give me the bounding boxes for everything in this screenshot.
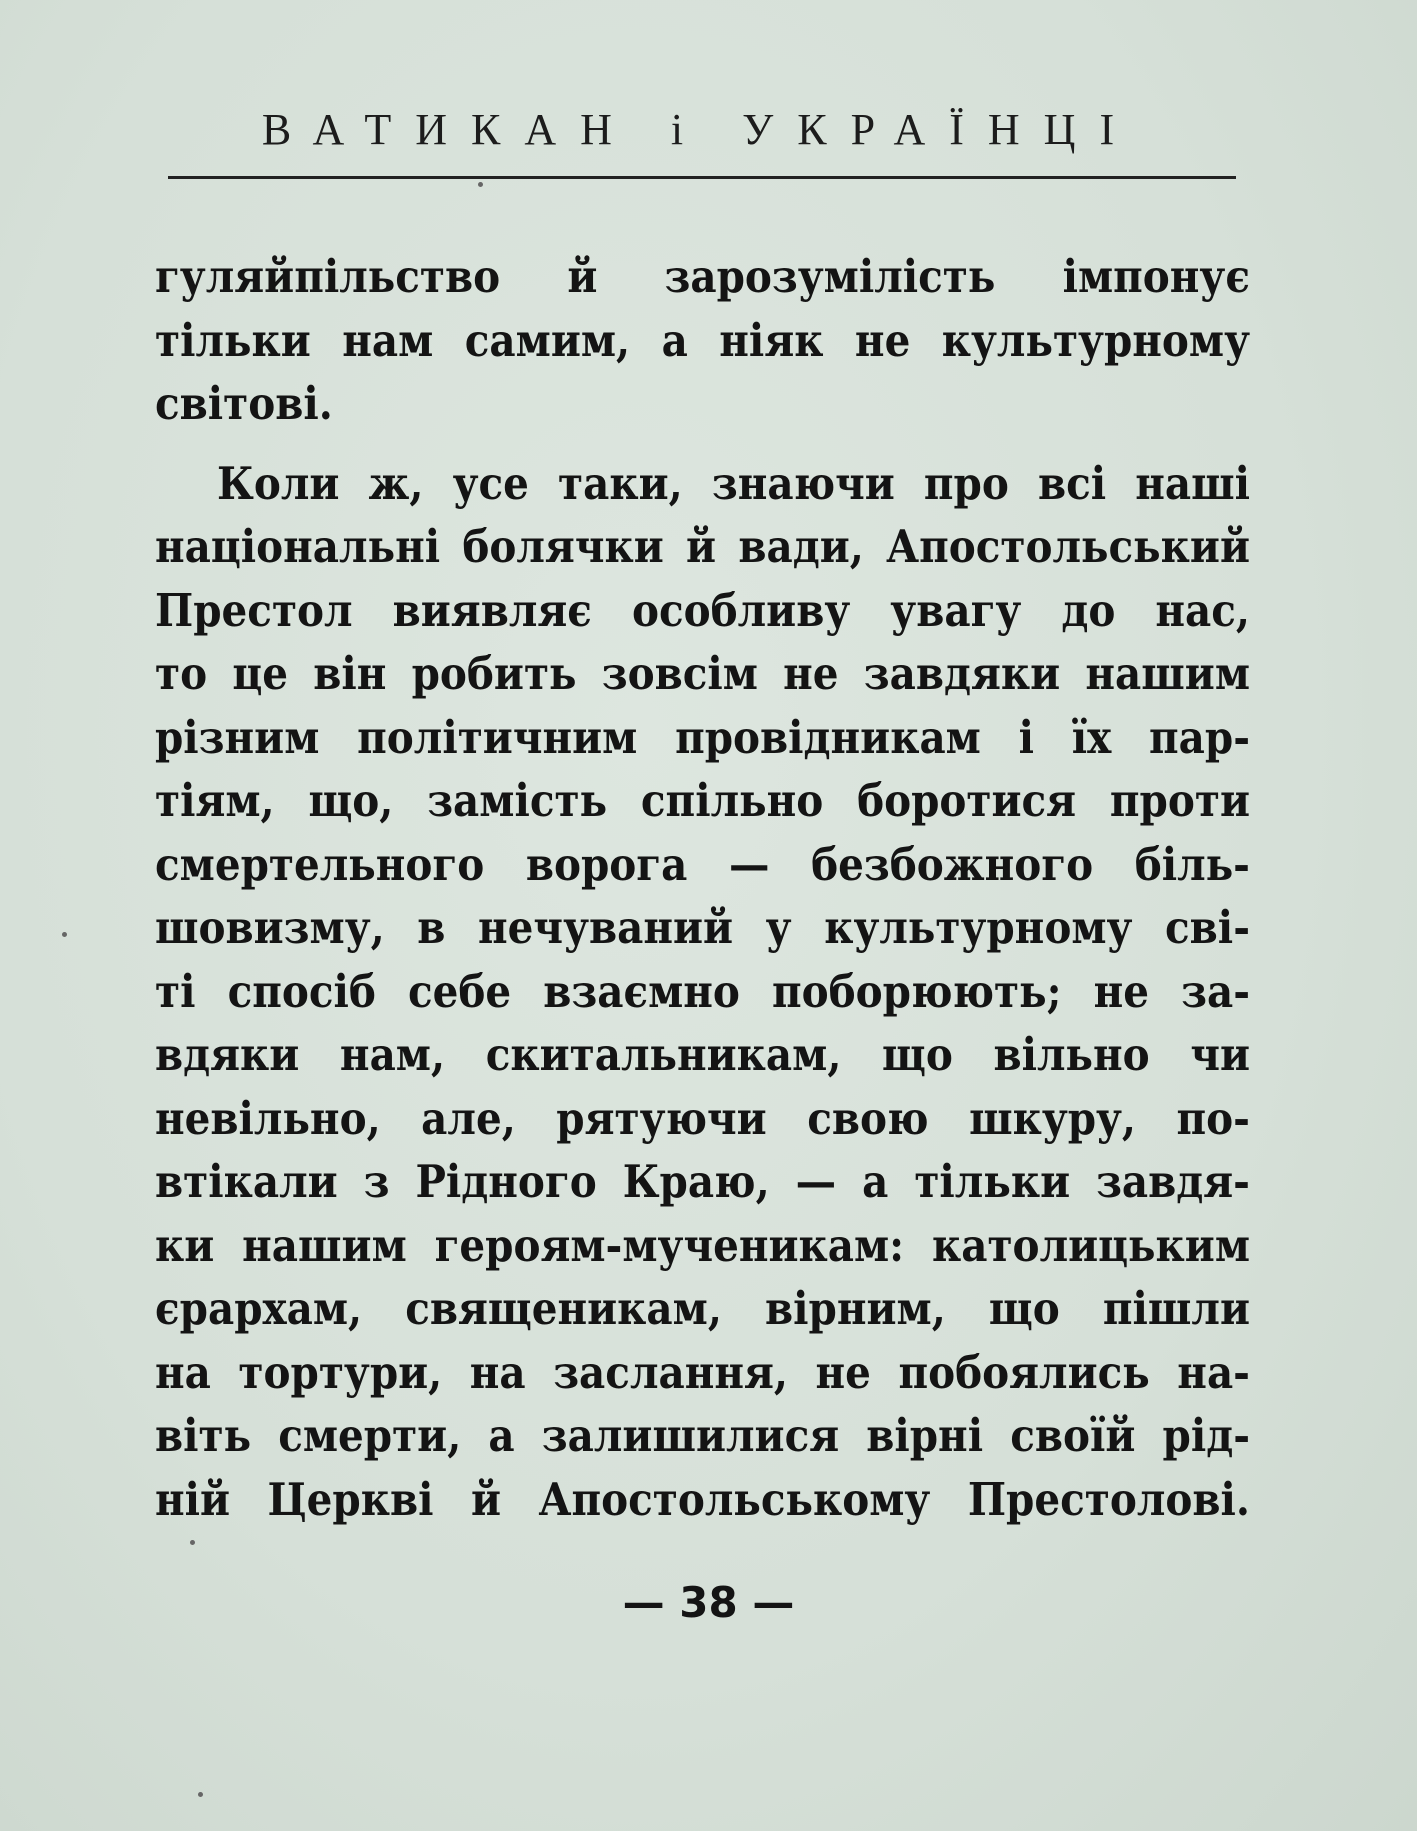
paper-speck <box>198 1792 203 1797</box>
body-text <box>155 245 1250 1531</box>
paragraph-2 <box>155 452 1250 1532</box>
text-line: ній Церкві й Апостольському Престолові. <box>155 1472 1250 1526</box>
text-line: невільно, але, рятуючи свою шкуру, по- <box>155 1091 1250 1145</box>
running-head: ВАТИКАН і УКРАЇНЦІ <box>261 105 1139 154</box>
paper-speck <box>478 182 483 187</box>
text-line: ки нашим героям-мученикам: католицьким <box>155 1218 1250 1272</box>
text-line: ті спосіб себе взаємно поборюють; не за- <box>155 964 1250 1018</box>
text-line: віть смерти, а залишилися вірні своїй рід- <box>155 1409 1250 1462</box>
text-line: Престол виявляє особливу увагу до нас, <box>155 583 1250 637</box>
text-line: вдяки нам, скитальникам, що вільно чи <box>155 1028 1250 1081</box>
text-line: тільки нам самим, а ніяк не культурному <box>155 313 1250 367</box>
text-line: Коли ж, усе таки, знаючи про всі наші <box>217 456 1250 510</box>
text-line: шовизму, в нечуваний у культурному сві- <box>155 901 1250 954</box>
text-line: різним політичним провідникам і їх пар- <box>155 710 1250 764</box>
paragraph-1 <box>155 245 1250 436</box>
text-line: втікали з Рідного Краю, — а тільки завдя- <box>155 1155 1250 1208</box>
paper-speck <box>62 932 67 937</box>
header-rule <box>168 176 1236 179</box>
text-line: єрархам, священикам, вірним, що пішли <box>155 1282 1250 1335</box>
text-line: на тортури, на заслання, не побоялись на- <box>155 1345 1250 1399</box>
text-line: світові. <box>155 377 333 430</box>
text-line: національні болячки й вади, Апостольський <box>155 520 1250 573</box>
page-number: — 38 — <box>622 1578 795 1627</box>
text-line: смертельного ворога — безбожного біль- <box>155 837 1250 891</box>
text-line: тіям, що, замість спільно боротися проти <box>155 774 1250 827</box>
paper-speck <box>190 1540 195 1545</box>
text-line: то це він робить зовсім не завдяки нашим <box>155 647 1250 700</box>
text-line: гуляйпільство й зарозумілість імпонує <box>155 250 1250 303</box>
